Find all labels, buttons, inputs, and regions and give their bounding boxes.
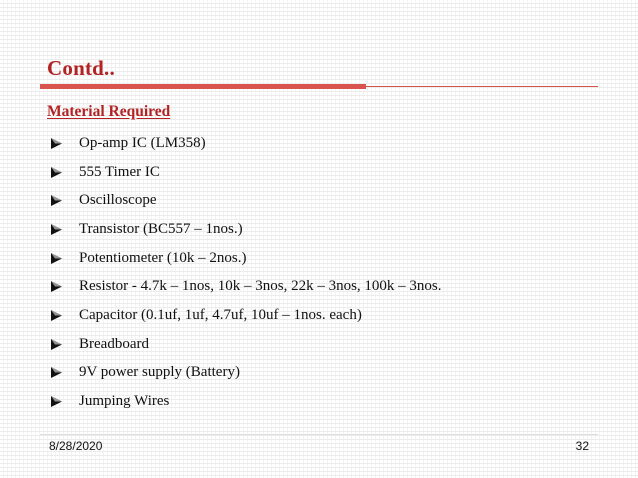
list-item [50,359,442,388]
footer-divider [40,434,598,435]
list-item-label: 555 Timer IC [79,163,160,180]
arrowhead-bullet-icon [50,194,63,207]
list-item [50,129,442,158]
arrowhead-bullet-icon [50,252,63,265]
materials-list [50,129,442,416]
arrowhead-bullet-icon [50,223,63,236]
arrowhead-bullet-icon [50,137,63,150]
list-item [50,244,442,273]
arrowhead-bullet-icon [50,309,63,322]
page-number: 32 [575,439,589,453]
list-item-label: Jumping Wires [79,393,170,410]
footer-date: 8/28/2020 [49,439,103,453]
list-item-label: Potentiometer (10k – 2nos.) [79,249,247,266]
list-item [50,186,442,215]
title-divider-thick [40,84,366,89]
list-item [50,301,442,330]
arrowhead-bullet-icon [50,280,63,293]
list-item-label: Op-amp IC (LM358) [79,134,206,151]
list-item-label: Transistor (BC557 – 1nos.) [79,220,243,237]
arrowhead-bullet-icon [50,338,63,351]
arrowhead-bullet-icon [50,166,63,179]
list-item [50,158,442,187]
list-item-label: Resistor - 4.7k – 1nos, 10k – 3nos, 22k – 3nos, 100k – 3nos. [79,278,442,295]
list-item-label: Breadboard [79,335,149,352]
list-item-label: Capacitor (0.1uf, 1uf, 4.7uf, 10uf – 1nos. each) [79,306,362,323]
list-item-label: 9V power supply (Battery) [79,364,240,381]
arrowhead-bullet-icon [50,395,63,408]
section-heading: Material Required [47,103,171,120]
list-item [50,272,442,301]
list-item [50,215,442,244]
slide-title: Contd.. [47,56,115,80]
list-item [50,387,442,416]
list-item [50,330,442,359]
list-item-label: Oscilloscope [79,192,157,209]
arrowhead-bullet-icon [50,366,63,379]
